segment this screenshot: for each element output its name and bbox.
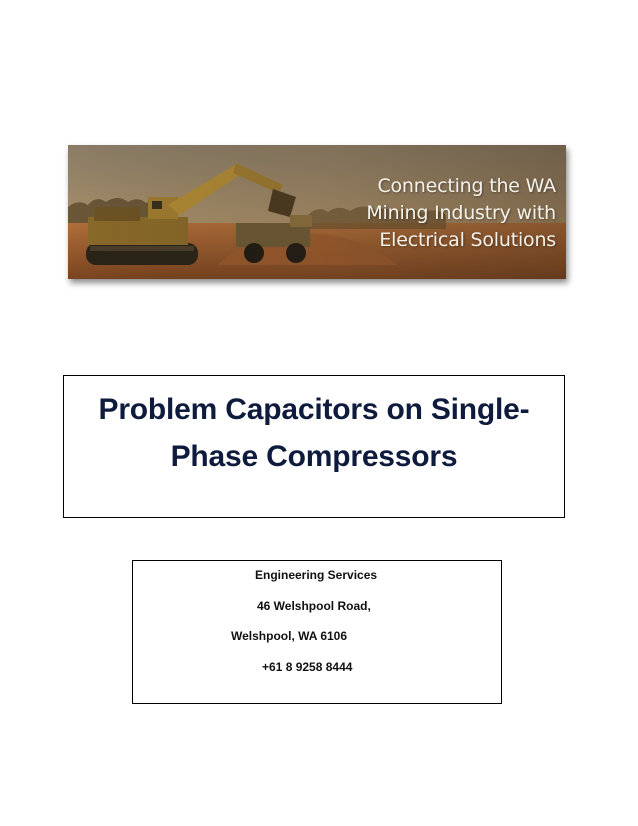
street-address: 46 Welshpool Road, (257, 599, 371, 613)
title-box (63, 375, 565, 518)
phone-number: +61 8 9258 8444 (262, 660, 353, 674)
banner-slogan (366, 173, 556, 254)
header-banner (68, 145, 566, 279)
document-title-line-2: Phase Compressors (170, 440, 458, 473)
address-box (132, 560, 502, 704)
banner-slogan-line-2: Mining Industry with (366, 202, 556, 224)
suburb-state-postcode: Welshpool, WA 6106 (231, 629, 348, 643)
banner-slogan-line-3: Electrical Solutions (379, 229, 556, 251)
banner-slogan-line-1: Connecting the WA (377, 175, 556, 197)
document-title-line-1: Problem Capacitors on Single- (98, 393, 530, 426)
department-name: Engineering Services (255, 568, 378, 582)
document-title (64, 386, 564, 480)
